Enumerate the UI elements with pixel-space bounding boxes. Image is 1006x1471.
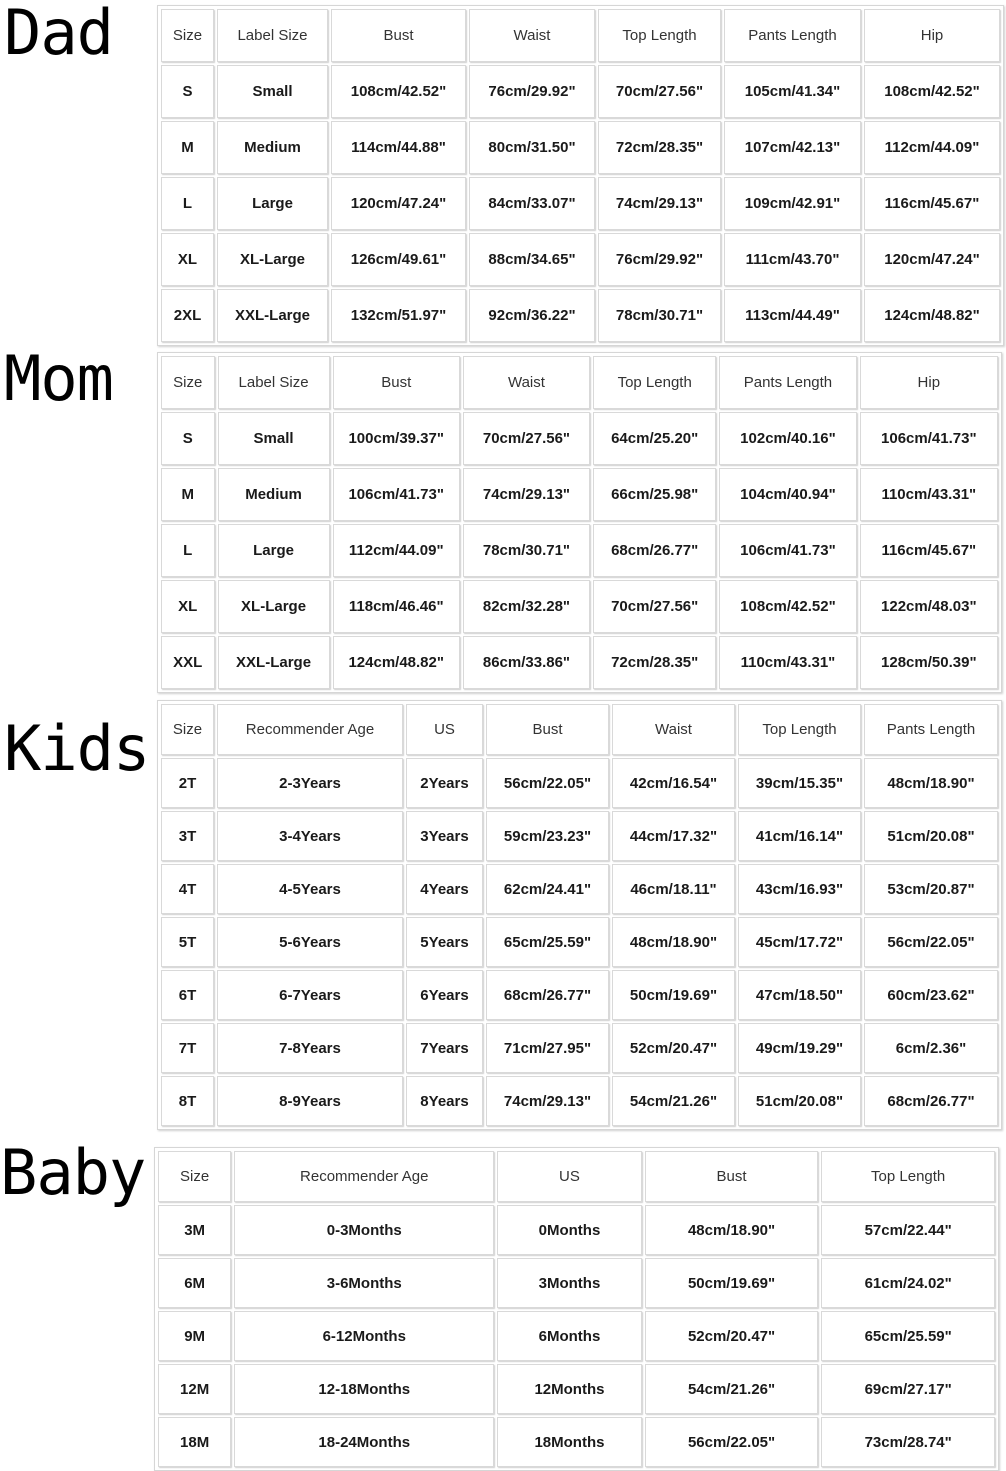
table-cell: 48cm/18.90" [612, 917, 735, 967]
table-cell: 116cm/45.67" [864, 177, 1000, 230]
column-header: Bust [331, 9, 466, 62]
column-header: Top Length [738, 704, 861, 755]
table-cell: 52cm/20.47" [645, 1311, 819, 1361]
table-cell: Small [217, 65, 328, 118]
table-cell: 124cm/48.82" [333, 636, 460, 689]
column-header: Hip [860, 356, 998, 409]
table-cell: XL [161, 233, 214, 286]
kids-section-title: Kids [4, 712, 150, 785]
table-cell: 2-3Years [217, 758, 403, 808]
table-cell: L [161, 524, 215, 577]
table-cell: 108cm/42.52" [331, 65, 466, 118]
table-cell: 54cm/21.26" [645, 1364, 819, 1414]
column-header: Waist [469, 9, 595, 62]
column-header: Size [161, 704, 214, 755]
table-cell: 120cm/47.24" [864, 233, 1000, 286]
table-cell: XL-Large [218, 580, 330, 633]
table-cell: 50cm/19.69" [645, 1258, 819, 1308]
table-cell: 68cm/26.77" [486, 970, 609, 1020]
table-cell: 70cm/27.56" [463, 412, 590, 465]
table-cell: 52cm/20.47" [612, 1023, 735, 1073]
table-cell: 2T [161, 758, 214, 808]
table-cell: 106cm/41.73" [719, 524, 856, 577]
table-cell: 78cm/30.71" [463, 524, 590, 577]
table-cell: 12Months [497, 1364, 642, 1414]
table-cell: 42cm/16.54" [612, 758, 735, 808]
column-header: Top Length [821, 1151, 995, 1202]
table-cell: 108cm/42.52" [864, 65, 1000, 118]
mom-section-title: Mom [4, 342, 113, 415]
table-cell: 2XL [161, 289, 214, 342]
table-cell: 7-8Years [217, 1023, 403, 1073]
dad-size-table [157, 5, 1004, 346]
table-cell: 102cm/40.16" [719, 412, 856, 465]
table-cell: 49cm/19.29" [738, 1023, 861, 1073]
column-header: Bust [333, 356, 460, 409]
table-cell: 120cm/47.24" [331, 177, 466, 230]
column-header: Waist [612, 704, 735, 755]
column-header: Size [161, 9, 214, 62]
table-cell: 3-6Months [234, 1258, 494, 1308]
table-row [161, 758, 998, 808]
table-cell: 74cm/29.13" [598, 177, 721, 230]
column-header: Waist [463, 356, 590, 409]
table-row [161, 864, 998, 914]
table-cell: S [161, 65, 214, 118]
table-row [161, 811, 998, 861]
table-cell: 66cm/25.98" [593, 468, 716, 521]
table-row [161, 917, 998, 967]
table-cell: 3Months [497, 1258, 642, 1308]
table-cell: L [161, 177, 214, 230]
baby-size-table [154, 1147, 999, 1471]
column-header: Recommender Age [234, 1151, 494, 1202]
table-cell: 126cm/49.61" [331, 233, 466, 286]
table-cell: 5T [161, 917, 214, 967]
table-cell: 3Years [406, 811, 483, 861]
table-cell: 74cm/29.13" [486, 1076, 609, 1126]
mom-size-table [157, 352, 1002, 693]
table-cell: XXL-Large [217, 289, 328, 342]
table-cell: 6Years [406, 970, 483, 1020]
table-cell: 54cm/21.26" [612, 1076, 735, 1126]
table-cell: 114cm/44.88" [331, 121, 466, 174]
table-cell: 60cm/23.62" [864, 970, 998, 1020]
table-cell: 112cm/44.09" [864, 121, 1000, 174]
table-cell: 72cm/28.35" [593, 636, 716, 689]
table-cell: 68cm/26.77" [864, 1076, 998, 1126]
table-cell: 68cm/26.77" [593, 524, 716, 577]
table-cell: M [161, 468, 215, 521]
table-cell: XXL [161, 636, 215, 689]
table-cell: 92cm/36.22" [469, 289, 595, 342]
table-cell: 109cm/42.91" [724, 177, 861, 230]
table-cell: 110cm/43.31" [860, 468, 998, 521]
table-cell: 113cm/44.49" [724, 289, 861, 342]
table-cell: 44cm/17.32" [612, 811, 735, 861]
table-cell: XL-Large [217, 233, 328, 286]
dad-header-row [161, 9, 1000, 62]
table-cell: 76cm/29.92" [469, 65, 595, 118]
table-cell: 73cm/28.74" [821, 1417, 995, 1467]
table-cell: 86cm/33.86" [463, 636, 590, 689]
table-cell: 104cm/40.94" [719, 468, 856, 521]
table-cell: 6cm/2.36" [864, 1023, 998, 1073]
kids-header-row [161, 704, 998, 755]
column-header: Bust [645, 1151, 819, 1202]
table-cell: 57cm/22.44" [821, 1205, 995, 1255]
table-cell: 65cm/25.59" [821, 1311, 995, 1361]
table-cell: 0-3Months [234, 1205, 494, 1255]
table-cell: 88cm/34.65" [469, 233, 595, 286]
column-header: Recommender Age [217, 704, 403, 755]
table-row [161, 177, 1000, 230]
table-cell: 124cm/48.82" [864, 289, 1000, 342]
table-cell: 59cm/23.23" [486, 811, 609, 861]
mom-header-row [161, 356, 998, 409]
table-row [161, 65, 1000, 118]
column-header: Pants Length [719, 356, 856, 409]
table-cell: 7T [161, 1023, 214, 1073]
table-cell: 70cm/27.56" [598, 65, 721, 118]
table-cell: 6-12Months [234, 1311, 494, 1361]
column-header: Top Length [598, 9, 721, 62]
table-cell: 100cm/39.37" [333, 412, 460, 465]
table-cell: Medium [217, 121, 328, 174]
table-row [158, 1417, 995, 1467]
table-cell: 47cm/18.50" [738, 970, 861, 1020]
table-cell: 3-4Years [217, 811, 403, 861]
table-row [161, 412, 998, 465]
table-row [161, 524, 998, 577]
table-cell: 76cm/29.92" [598, 233, 721, 286]
table-row [161, 580, 998, 633]
table-row [158, 1205, 995, 1255]
dad-section-title: Dad [4, 0, 113, 69]
table-cell: 128cm/50.39" [860, 636, 998, 689]
table-cell: 82cm/32.28" [463, 580, 590, 633]
table-row [158, 1364, 995, 1414]
table-cell: 80cm/31.50" [469, 121, 595, 174]
table-row [161, 636, 998, 689]
table-cell: 132cm/51.97" [331, 289, 466, 342]
table-cell: 39cm/15.35" [738, 758, 861, 808]
table-cell: 45cm/17.72" [738, 917, 861, 967]
kids-size-table [157, 700, 1002, 1130]
table-row [161, 121, 1000, 174]
column-header: US [497, 1151, 642, 1202]
table-cell: 78cm/30.71" [598, 289, 721, 342]
table-cell: 108cm/42.52" [719, 580, 856, 633]
table-cell: 5Years [406, 917, 483, 967]
table-cell: 106cm/41.73" [860, 412, 998, 465]
table-row [158, 1258, 995, 1308]
table-cell: 50cm/19.69" [612, 970, 735, 1020]
table-cell: 110cm/43.31" [719, 636, 856, 689]
table-cell: 51cm/20.08" [738, 1076, 861, 1126]
table-cell: 48cm/18.90" [645, 1205, 819, 1255]
table-row [161, 289, 1000, 342]
table-cell: 3M [158, 1205, 231, 1255]
table-cell: 4Years [406, 864, 483, 914]
table-cell: XL [161, 580, 215, 633]
table-cell: 74cm/29.13" [463, 468, 590, 521]
baby-header-row [158, 1151, 995, 1202]
table-cell: 105cm/41.34" [724, 65, 861, 118]
column-header: Size [158, 1151, 231, 1202]
table-cell: 71cm/27.95" [486, 1023, 609, 1073]
table-cell: 4T [161, 864, 214, 914]
table-cell: 69cm/27.17" [821, 1364, 995, 1414]
table-row [161, 1076, 998, 1126]
table-cell: 112cm/44.09" [333, 524, 460, 577]
table-cell: 18M [158, 1417, 231, 1467]
table-cell: 5-6Years [217, 917, 403, 967]
table-cell: 84cm/33.07" [469, 177, 595, 230]
table-cell: 8Years [406, 1076, 483, 1126]
table-cell: 18Months [497, 1417, 642, 1467]
table-cell: 7Years [406, 1023, 483, 1073]
table-cell: 53cm/20.87" [864, 864, 998, 914]
column-header: Bust [486, 704, 609, 755]
table-cell: 65cm/25.59" [486, 917, 609, 967]
table-cell: 106cm/41.73" [333, 468, 460, 521]
table-cell: 48cm/18.90" [864, 758, 998, 808]
table-cell: 2Years [406, 758, 483, 808]
column-header: US [406, 704, 483, 755]
column-header: Size [161, 356, 215, 409]
table-cell: 64cm/25.20" [593, 412, 716, 465]
table-cell: 12M [158, 1364, 231, 1414]
table-cell: 8-9Years [217, 1076, 403, 1126]
table-cell: 6M [158, 1258, 231, 1308]
table-cell: 43cm/16.93" [738, 864, 861, 914]
column-header: Label Size [218, 356, 330, 409]
table-row [161, 468, 998, 521]
table-row [161, 233, 1000, 286]
table-cell: 0Months [497, 1205, 642, 1255]
table-cell: 116cm/45.67" [860, 524, 998, 577]
table-row [161, 970, 998, 1020]
table-cell: 118cm/46.46" [333, 580, 460, 633]
table-cell: 111cm/43.70" [724, 233, 861, 286]
table-cell: 107cm/42.13" [724, 121, 861, 174]
baby-section-title: Baby [0, 1136, 146, 1209]
table-cell: 122cm/48.03" [860, 580, 998, 633]
table-cell: 56cm/22.05" [864, 917, 998, 967]
table-cell: 70cm/27.56" [593, 580, 716, 633]
table-cell: 51cm/20.08" [864, 811, 998, 861]
table-cell: 46cm/18.11" [612, 864, 735, 914]
column-header: Label Size [217, 9, 328, 62]
table-cell: M [161, 121, 214, 174]
table-cell: 62cm/24.41" [486, 864, 609, 914]
table-cell: 6T [161, 970, 214, 1020]
table-cell: S [161, 412, 215, 465]
table-cell: 41cm/16.14" [738, 811, 861, 861]
table-cell: 4-5Years [217, 864, 403, 914]
table-cell: XXL-Large [218, 636, 330, 689]
table-row [161, 1023, 998, 1073]
table-cell: Small [218, 412, 330, 465]
table-cell: 8T [161, 1076, 214, 1126]
table-cell: 61cm/24.02" [821, 1258, 995, 1308]
table-cell: 72cm/28.35" [598, 121, 721, 174]
column-header: Hip [864, 9, 1000, 62]
table-cell: 9M [158, 1311, 231, 1361]
table-cell: 3T [161, 811, 214, 861]
table-cell: 56cm/22.05" [486, 758, 609, 808]
table-row [158, 1311, 995, 1361]
column-header: Pants Length [864, 704, 998, 755]
table-cell: 6-7Years [217, 970, 403, 1020]
column-header: Top Length [593, 356, 716, 409]
table-cell: 6Months [497, 1311, 642, 1361]
table-cell: Large [217, 177, 328, 230]
table-cell: Large [218, 524, 330, 577]
table-cell: 18-24Months [234, 1417, 494, 1467]
table-cell: Medium [218, 468, 330, 521]
table-cell: 56cm/22.05" [645, 1417, 819, 1467]
table-cell: 12-18Months [234, 1364, 494, 1414]
column-header: Pants Length [724, 9, 861, 62]
